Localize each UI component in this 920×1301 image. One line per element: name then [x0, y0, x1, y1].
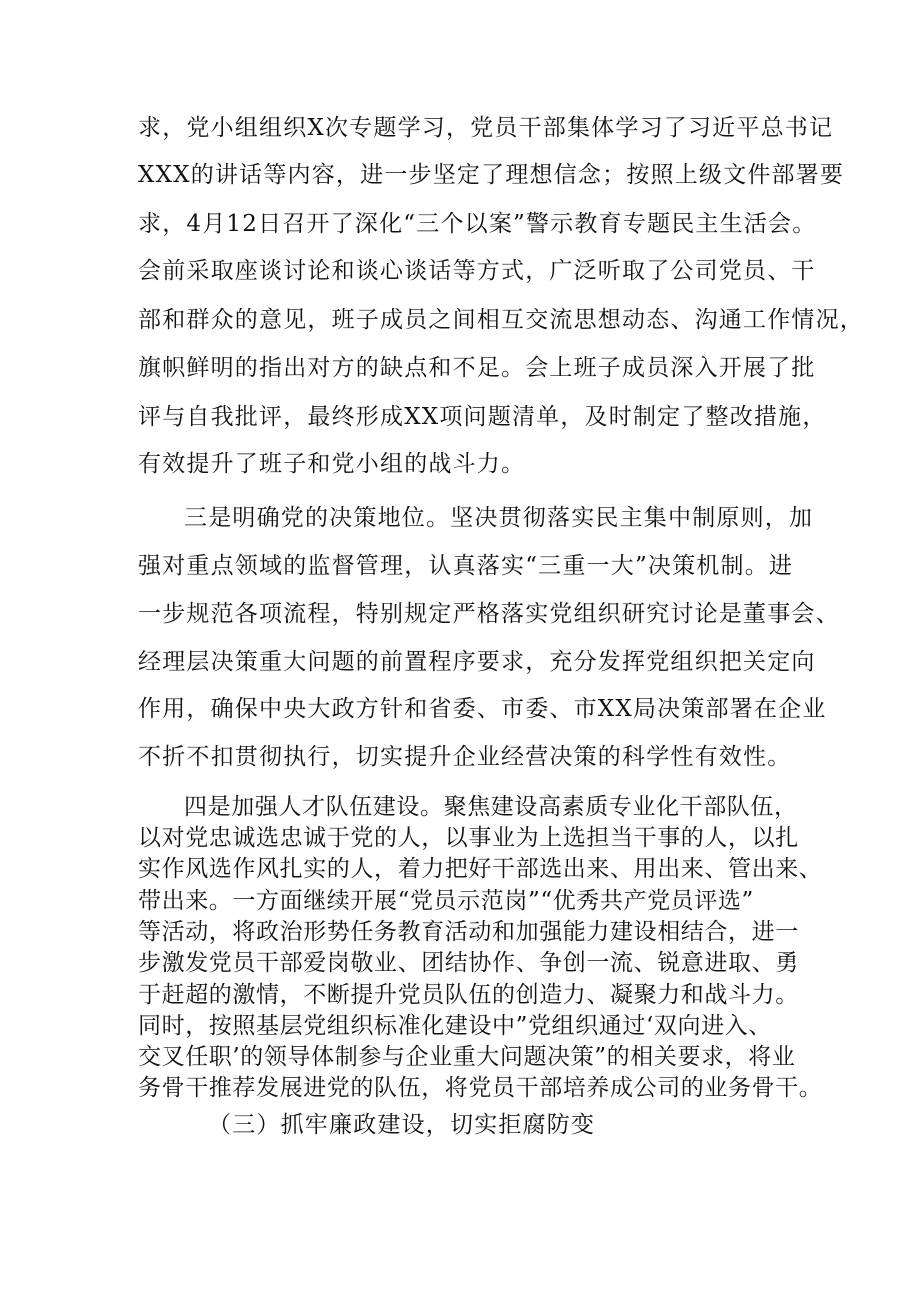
text-line: 经理层决策重大问题的前置程序要求，充分发挥党组织把关定向: [138, 649, 816, 675]
text-line: 交叉任职’的领导体制参与企业重大问题决策”的相关要求，将业: [138, 1044, 796, 1070]
text-line: 以对党忠诚选忠诚于党的人，以事业为上选担当干事的人，以扎: [138, 825, 799, 851]
text-line: 务骨干推荐发展进党的队伍，将党员干部培养成公司的业务骨干。: [138, 1075, 823, 1101]
text-line: XXX的讲话等内容，进一步坚定了理想信念；按照上级文件部署要: [138, 162, 845, 188]
text-line: 步激发党员干部爱岗敬业、团结协作、争创一流、锐意进取、勇: [138, 950, 799, 976]
text-line: 求，4月12日召开了深化“三个以案”警示教育专题民主生活会。: [138, 211, 817, 237]
text-line: 实作风选作风扎实的人，着力把好干部选出来、用出来、管出来、: [138, 856, 823, 882]
text-line: 会前采取座谈讨论和谈心谈话等方式，广泛听取了公司党员、干: [138, 258, 816, 284]
text-line: 求，党小组组织X次专题学习，党员干部集体学习了习近平总书记: [138, 115, 834, 141]
text-line: 旗帜鲜明的指出对方的缺点和不足。会上班子成员深入开展了批: [138, 355, 816, 381]
text-line: 四是加强人才队伍建设。聚焦建设高素质专业化干部队伍，: [184, 794, 798, 820]
text-line: 于赶超的激情，不断提升党员队伍的创造力、凝聚力和战斗力。: [138, 982, 799, 1008]
section-heading: （三）抓牢廉政建设，切实拒腐防变: [208, 1112, 596, 1138]
text-line: 部和群众的意见，班子成员之间相互交流思想动态、沟通工作情况，: [138, 307, 864, 333]
text-line: 作用，确保中央大政方针和省委、市委、市XX局决策部署在企业: [138, 696, 827, 722]
text-line: 同时，按照基层党组织标准化建设中”党组织通过‘双向进入、: [138, 1013, 772, 1039]
text-line: 有效提升了班子和党小组的战斗力。: [138, 451, 526, 477]
text-line: 等活动，将政治形势任务教育活动和加强能力建设相结合，进一: [138, 919, 799, 945]
text-line: 评与自我批评，最终形成XX项问题清单，及时制定了整改措施，: [138, 404, 827, 430]
text-line: 强对重点领域的监督管理，认真落实“三重一大”决策机制。进: [138, 553, 794, 579]
text-line: 三是明确党的决策地位。坚决贯彻落实民主集中制原则，加: [184, 505, 814, 531]
text-line: 不折不扣贯彻执行，切实提升企业经营决策的科学性有效性。: [138, 744, 792, 770]
text-line: 一步规范各项流程，特别规定严格落实党组织研究讨论是董事会、: [138, 601, 840, 627]
text-line: 带出来。一方面继续开展“党员示范岗”“优秀共产党员评选”: [138, 888, 754, 914]
